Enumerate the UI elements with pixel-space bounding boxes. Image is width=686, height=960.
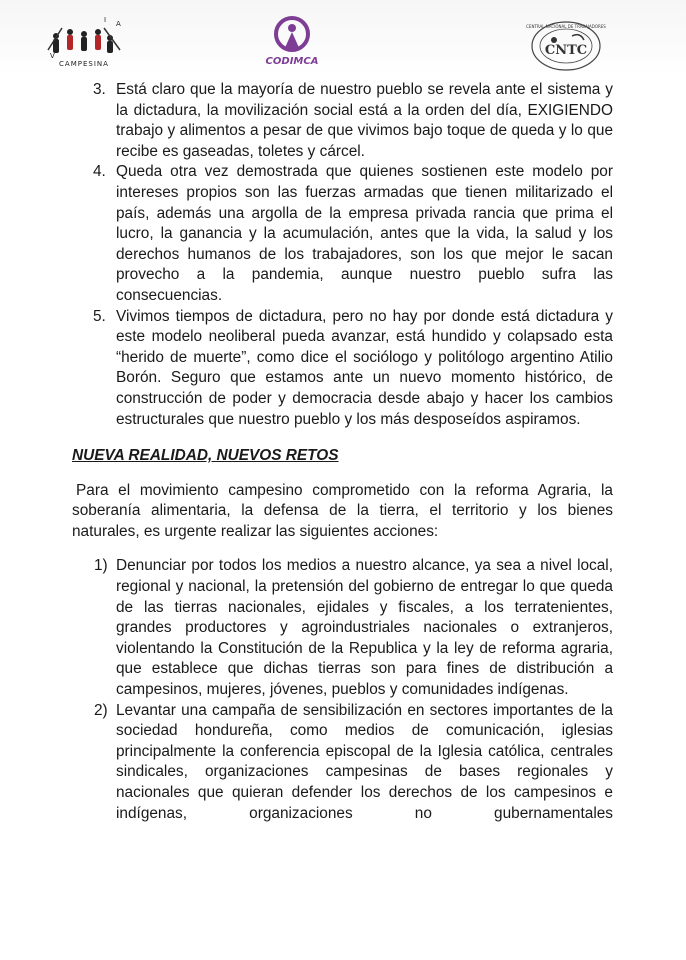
numbered-list-points: [72, 80, 613, 430]
svg-text:CENTRAL NACIONAL DE TRABAJADOR: CENTRAL NACIONAL DE TRABAJADORES: [526, 24, 606, 29]
list-item: [72, 307, 613, 431]
list-text: Levantar una campaña de sensibilización en sectores importantes de la sociedad hondureña, como medios de comunicación, iglesias principalmente la conferencia episcopal de la Iglesia católica, centrales sindicales, organizaciones campesinas de bases regionales y nacionales que quieran defender los derechos de los campesinos e indígenas, organizaciones no gubernamentales: [116, 701, 613, 822]
list-item: [72, 80, 613, 162]
list-number: 5.: [93, 307, 106, 325]
cntc-logo: [524, 16, 608, 72]
codimca-logo: [262, 14, 322, 68]
list-text: Vivimos tiempos de dictadura, pero no hay por donde está dictadura y este modelo neoliberal pueda avanzar, está hundido y colapsado esta “herido de muerte”, como dice el sociólogo y politólogo argentino Atilio Borón. Seguro que estamos ante un nuevo momento histórico, de construcción de poder y democracia desde abajo y hacer los cambios estructurales que nuestro pueblo y los más desposeídos aspiramos.: [116, 307, 613, 428]
list-text: Queda otra vez demostrada que quienes sostienen este modelo por intereses propios son las fuerzas armadas que tienen militarizado el país, además una argolla de la empresa privada rancia que prima el lucro, la ganancia y la acumulación, antes que la vida, la salud y los derechos humanos de los trabajadores, son los que mejor le sacan provecho a la pandemia, aunque nuestro pueblo sufra las consecuencias.: [116, 163, 613, 304]
list-number: 4.: [93, 163, 106, 181]
list-item: [72, 701, 613, 825]
svg-text:CNTC: CNTC: [544, 43, 588, 58]
intro-paragraph: Para el movimiento campesino comprometido con la reforma Agraria, la soberanía alimentaria, la defensa de la tierra, el territorio y los bienes naturales, es urgente realizar las siguientes acciones:: [72, 481, 613, 540]
list-item: [72, 162, 613, 306]
list-item: [72, 556, 613, 700]
svg-text:V: V: [50, 52, 55, 60]
document-body: [72, 80, 613, 824]
svg-text:I: I: [104, 16, 107, 24]
section-heading: NUEVA REALIDAD, NUEVOS RETOS: [72, 447, 339, 465]
via-campesina-logo: [42, 14, 126, 70]
list-number: 1): [94, 557, 108, 575]
svg-text:A: A: [116, 20, 121, 28]
list-number: 2): [94, 701, 108, 719]
list-number: 3.: [93, 81, 106, 98]
action-list: [72, 556, 613, 824]
svg-text:CAMPESINA: CAMPESINA: [59, 60, 109, 68]
list-text: Está claro que la mayoría de nuestro pueblo se revela ante el sistema y la dictadura, la movilización social está a la orden del día, EXIGIENDO trabajo y alimentos a pesar de que vivimos bajo toque de queda y lo que recibe es gaseadas, toletes y cárcel.: [116, 81, 613, 160]
list-text: Denunciar por todos los medios a nuestro alcance, ya sea a nivel local, regional y nacional, la pretensión del gobierno de entregar lo que queda de las tierras nacionales, ejidales y fiscales, a los terratenientes, grandes productores y agroindustriales nacionales o extranjeros, violentando la Constitución de la Republica y la ley de reforma agraria, que establece que dichas tierras son para fines de distribución a campesinos, mujeres, jóvenes, pueblos y comunidades indígenas.: [116, 557, 613, 699]
svg-text:CODIMCA: CODIMCA: [265, 56, 319, 67]
